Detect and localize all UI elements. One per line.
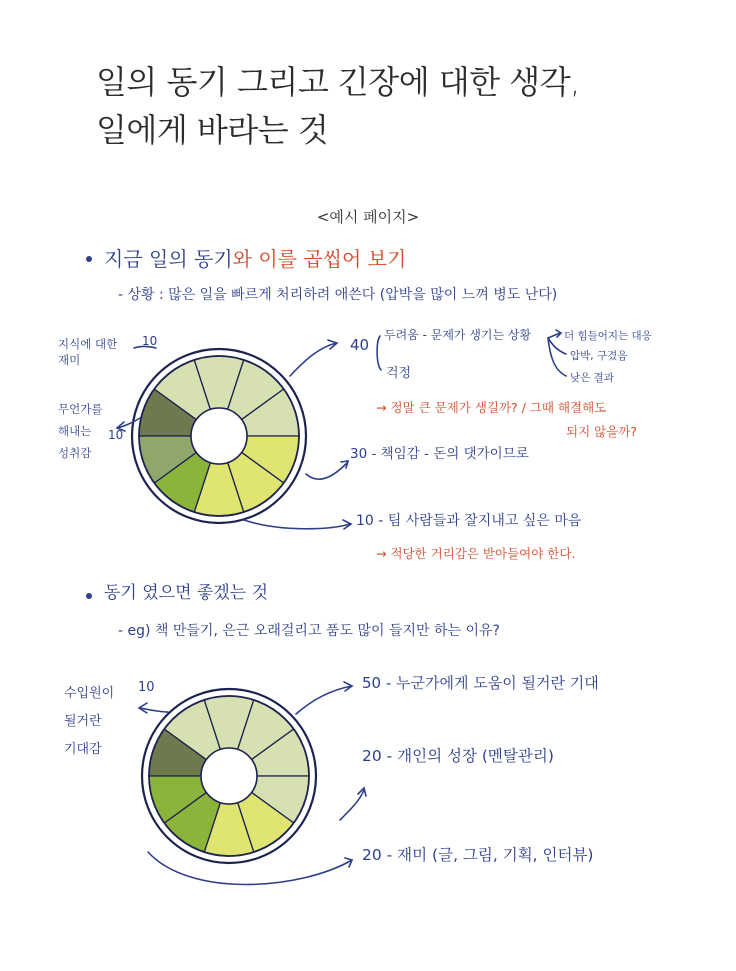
left-label-income: 수입원이 될거란 기대감 — [64, 686, 115, 757]
item40-worry: 걱정 — [386, 366, 412, 381]
arrow-to-30 — [306, 462, 348, 479]
item30-responsibility: 30 - 책임감 - 돈의 댓가이므로 — [350, 446, 529, 462]
arrow-to-20-fun — [148, 852, 352, 885]
arrow-left-knowledge — [134, 347, 156, 349]
item40-number: 40 — [350, 336, 370, 354]
left-num-achievement: 10 — [108, 428, 124, 442]
item40-branch-3: 낮은 결과 — [570, 372, 614, 384]
section1-heading-red: 와 이를 곱씹어 보기 — [232, 247, 407, 271]
item40-branch-2: 압박, 구겼음 — [570, 350, 628, 362]
situation-note: - 상황 : 많은 일을 빠르게 처리하려 애쓴다 (압박을 많이 느껴 병도 난다) — [118, 287, 558, 303]
item40-fear: 두려움 - 문제가 생기는 상황 — [384, 328, 532, 342]
arrow-to-40 — [290, 343, 336, 376]
section2-heading: 동기 였으면 좋겠는 것 — [104, 583, 269, 603]
item40-note: → 정말 큰 문제가 생길까? / 그때 해결해도 되지 않을까? — [376, 400, 637, 439]
section1-heading-blue: 지금 일의 동기 — [104, 247, 233, 271]
title-line-1: 일의 동기 그리고 긴장에 대한 생각, — [96, 63, 580, 101]
arrow-to-50 — [296, 686, 352, 714]
item20-fun: 20 - 재미 (글, 그림, 기획, 인터뷰) — [362, 846, 594, 864]
left-label-knowledge: 지식에 대한 재미 — [58, 337, 118, 367]
arrow-left-achievement — [118, 418, 140, 428]
left-num-income: 10 — [138, 680, 155, 695]
item50-help: 50 - 누군가에게 도움이 될거란 기대 — [362, 674, 599, 692]
left-label-achievement: 무언가를 해내는 성취감 — [58, 402, 103, 460]
item10-team: 10 - 팀 사람들과 잘지내고 싶은 마음 — [356, 513, 582, 529]
sample-page-label: <예시 페이지> — [316, 208, 420, 226]
arrow-to-10 — [244, 520, 350, 529]
bracket-40 — [377, 336, 381, 370]
title-line-2: 일에게 바라는 것 — [96, 111, 329, 149]
arrow-to-20-growth — [340, 790, 364, 820]
item10-note: → 적당한 거리감은 받아들여야 한다. — [376, 546, 576, 561]
item20-growth: 20 - 개인의 성장 (멘탈관리) — [362, 747, 554, 765]
left-num-knowledge: 10 — [142, 334, 158, 348]
example-note: - eg) 책 만들기, 은근 오래걸리고 품도 많이 들지만 하는 이유? — [118, 623, 500, 639]
item40-branch-1: 더 힘들어지는 대응 — [564, 330, 652, 342]
